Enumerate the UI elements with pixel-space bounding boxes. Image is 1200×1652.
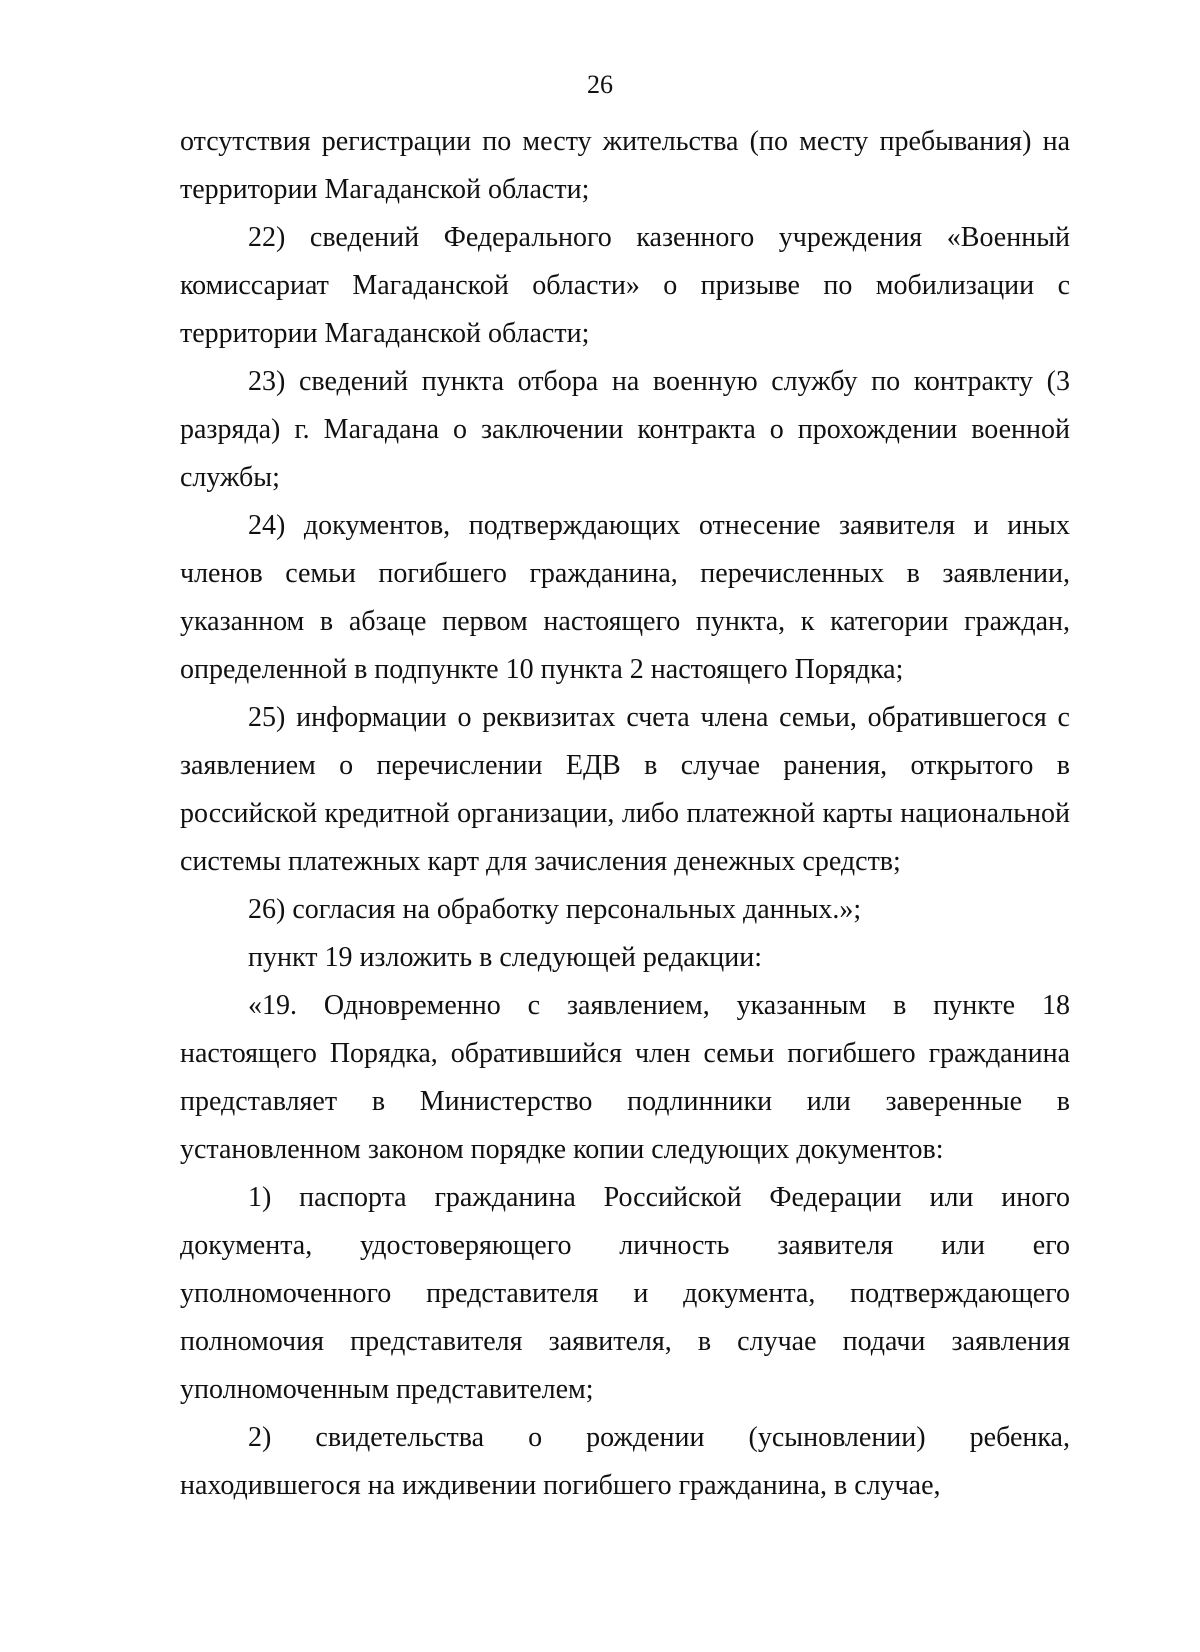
- paragraph-item-23: 23) сведений пункта отбора на военную службу по контракту (3 разряда) г. Магадана о заключении контракта о прохождении военной службы;: [180, 366, 1070, 493]
- paragraph-amendment-intro: пункт 19 изложить в следующей редакции:: [248, 942, 762, 973]
- paragraph-continuation: отсутствия регистрации по месту жительства (по месту пребывания) на территории Магаданской области;: [180, 126, 1070, 205]
- paragraph-item-1: 1) паспорта гражданина Российской Федерации или иного документа, удостоверяющего личность заявителя или его уполномоченного представителя и документа, подтверждающего полномочия представителя заявителя, в случае подачи заявления уполномоченным представителем;: [180, 1182, 1070, 1405]
- paragraph-clause-19: «19. Одновременно с заявлением, указанным в пункте 18 настоящего Порядка, обратившийся член семьи погибшего гражданина представляет в Министерство подлинники или заверенные в установленном законом порядке копии следующих документов:: [180, 990, 1070, 1165]
- paragraph-item-22: 22) сведений Федерального казенного учреждения «Военный комиссариат Магаданской области» о призыве по мобилизации с территории Магаданской области;: [180, 222, 1070, 349]
- paragraph-item-26: 26) согласия на обработку персональных данных.»;: [248, 894, 862, 925]
- paragraph-item-25: 25) информации о реквизитах счета члена семьи, обратившегося с заявлением о перечислении ЕДВ в случае ранения, открытого в российской кредитной организации, либо платежной карты национальной системы платежных карт для зачисления денежных средств;: [180, 702, 1070, 877]
- page-number: 26: [587, 70, 613, 99]
- document-body: [180, 118, 1070, 1510]
- paragraph-item-2: 2) свидетельства о рождении (усыновлении) ребенка, находившегося на иждивении погибшего гражданина, в случае,: [180, 1422, 1070, 1501]
- paragraph-item-24: 24) документов, подтверждающих отнесение заявителя и иных членов семьи погибшего гражданина, перечисленных в заявлении, указанном в абзаце первом настоящего пункта, к категории граждан, определенной в подпункте 10 пункта 2 настоящего Порядка;: [180, 510, 1070, 685]
